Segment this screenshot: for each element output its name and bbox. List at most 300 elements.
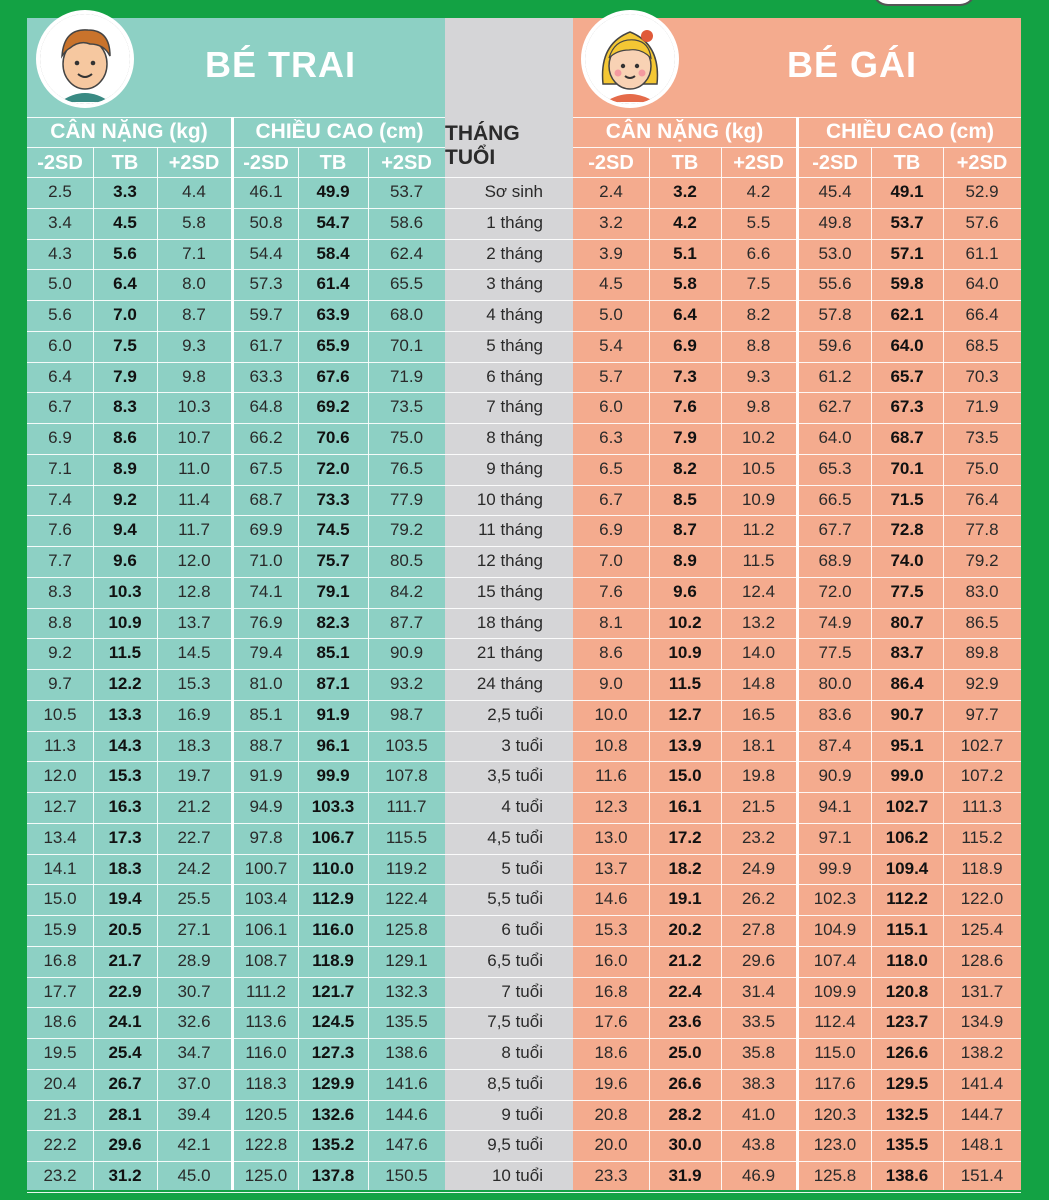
table-cell: 67.6	[316, 366, 350, 386]
table-cell: 18.3	[108, 858, 142, 878]
table-cell: 134.9	[960, 1012, 1004, 1032]
boy-height-header: CHIỀU CAO (cm)	[255, 120, 424, 143]
row-divider	[445, 454, 573, 455]
table-cell: 3.2	[673, 182, 697, 201]
age-label: 4 tuổi	[501, 797, 543, 816]
boy-subheader: TB	[319, 151, 347, 174]
table-cell: 8.8	[48, 612, 72, 632]
table-cell: 58.4	[316, 243, 350, 263]
table-cell: 129.5	[885, 1073, 929, 1093]
table-cell: 116.0	[312, 920, 354, 939]
age-label: 6 tuổi	[501, 920, 543, 939]
table-cell: 11.2	[742, 520, 775, 540]
table-cell: 85.1	[249, 704, 283, 724]
table-cell: 15.0	[668, 766, 702, 786]
table-cell: 26.2	[741, 889, 776, 909]
table-cell: 17.6	[594, 1012, 628, 1032]
row-divider	[445, 239, 573, 240]
row-divider	[27, 1007, 445, 1008]
row-divider	[445, 485, 573, 486]
table-cell: 28.1	[108, 1104, 142, 1124]
table-cell: 135.5	[885, 1135, 929, 1155]
table-cell: 59.7	[249, 305, 283, 324]
table-cell: 72.8	[890, 520, 924, 540]
table-cell: 102.3	[813, 889, 857, 909]
col-divider	[298, 147, 299, 1190]
row-divider	[445, 423, 573, 424]
age-label: 12 tháng	[476, 551, 543, 570]
row-divider	[445, 300, 573, 301]
table-cell: 30.7	[177, 981, 211, 1001]
row-divider	[27, 977, 445, 978]
table-cell: 87.4	[818, 735, 852, 755]
table-cell: 7.6	[673, 397, 697, 417]
age-label: 6 tháng	[486, 366, 543, 386]
table-cell: 68.0	[389, 305, 424, 324]
table-cell: 10.3	[177, 397, 211, 417]
table-cell: 64.0	[818, 428, 852, 447]
table-cell: 53.7	[890, 212, 924, 232]
table-cell: 13.2	[741, 612, 776, 632]
table-cell: 87.7	[389, 612, 424, 632]
col-divider	[871, 147, 872, 1190]
table-cell: 11.0	[178, 458, 210, 478]
table-cell: 16.8	[594, 981, 628, 1001]
table-cell: 20.4	[43, 1073, 77, 1093]
table-cell: 18.1	[741, 735, 776, 755]
table-cell: 126.6	[885, 1043, 929, 1062]
table-cell: 5.8	[673, 274, 697, 294]
table-cell: 135.5	[385, 1012, 428, 1032]
table-cell: 125.4	[960, 920, 1004, 939]
table-cell: 63.9	[316, 305, 350, 324]
table-cell: 100.7	[244, 858, 288, 878]
table-cell: 25.5	[177, 889, 211, 909]
table-cell: 8.6	[599, 643, 623, 663]
table-cell: 50.8	[249, 212, 283, 232]
table-cell: 112.4	[814, 1012, 856, 1032]
table-cell: 76.9	[249, 612, 283, 632]
table-cell: 10.8	[594, 735, 628, 755]
table-cell: 12.4	[741, 581, 776, 601]
table-cell: 54.7	[316, 212, 350, 232]
table-cell: 9.2	[113, 489, 137, 509]
table-cell: 16.5	[741, 704, 776, 724]
table-cell: 79.4	[249, 643, 283, 663]
table-cell: 11.5	[742, 551, 775, 570]
age-label: 7,5 tuổi	[487, 1012, 543, 1032]
table-cell: 150.5	[385, 1166, 428, 1185]
table-cell: 24.9	[741, 858, 776, 878]
table-cell: 19.1	[668, 889, 702, 909]
row-divider	[27, 792, 445, 793]
girl-weight-header: CÂN NẶNG (kg)	[605, 120, 764, 143]
table-cell: 10.9	[108, 612, 142, 632]
table-cell: 25.0	[668, 1043, 702, 1062]
row-divider	[573, 1192, 1021, 1193]
table-cell: 4.5	[599, 274, 623, 294]
table-cell: 9.2	[48, 643, 72, 663]
girl-subheader: TB	[671, 151, 699, 174]
row-divider	[445, 1007, 573, 1008]
table-cell: 2.4	[599, 182, 623, 201]
table-cell: 91.9	[316, 704, 350, 724]
table-cell: 5.8	[182, 212, 206, 232]
table-cell: 25.4	[108, 1043, 142, 1062]
table-cell: 4.5	[113, 212, 137, 232]
table-cell: 18.6	[43, 1012, 77, 1032]
boy-subheader: +2SD	[168, 151, 220, 174]
table-cell: 125.0	[244, 1166, 288, 1185]
table-cell: 19.6	[594, 1073, 628, 1093]
table-cell: 80.5	[389, 551, 424, 570]
table-cell: 107.8	[385, 766, 428, 786]
table-cell: 110.0	[312, 858, 354, 878]
table-cell: 112.9	[312, 889, 354, 909]
col-divider	[943, 147, 944, 1190]
table-cell: 12.0	[43, 766, 77, 786]
table-cell: 141.4	[960, 1073, 1004, 1093]
row-divider	[27, 1192, 445, 1193]
table-cell: 16.8	[43, 950, 77, 970]
row-divider	[27, 362, 445, 363]
table-cell: 14.1	[43, 858, 77, 878]
row-divider	[27, 577, 445, 578]
table-cell: 70.3	[965, 366, 999, 386]
table-cell: 7.1	[182, 243, 206, 263]
row-divider	[445, 515, 573, 516]
table-cell: 31.9	[668, 1166, 702, 1185]
table-cell: 8.5	[673, 489, 697, 509]
table-cell: 151.4	[960, 1166, 1004, 1185]
table-cell: 13.3	[108, 704, 142, 724]
table-cell: 6.0	[48, 335, 72, 355]
table-cell: 90.7	[890, 704, 924, 724]
table-cell: 52.9	[965, 182, 999, 201]
table-cell: 22.2	[43, 1135, 77, 1155]
table-cell: 99.0	[890, 766, 924, 786]
table-cell: 132.3	[385, 981, 428, 1001]
table-cell: 37.0	[177, 1073, 211, 1093]
boy-subheader: -2SD	[37, 151, 83, 174]
table-cell: 115.2	[961, 827, 1003, 847]
table-cell: 148.1	[960, 1135, 1004, 1155]
table-cell: 59.6	[818, 335, 852, 355]
table-cell: 11.6	[595, 766, 627, 786]
table-cell: 93.2	[389, 674, 424, 693]
table-cell: 9.3	[746, 366, 771, 386]
row-divider	[27, 884, 445, 885]
table-cell: 113.6	[245, 1012, 287, 1032]
table-cell: 7.9	[673, 428, 697, 447]
table-cell: 76.5	[389, 458, 424, 478]
row-divider	[445, 638, 573, 639]
age-label: 8 tuổi	[501, 1043, 543, 1062]
row-divider	[445, 269, 573, 270]
table-cell: 85.1	[316, 643, 350, 663]
table-cell: 61.1	[965, 243, 999, 263]
table-cell: 17.7	[43, 981, 77, 1001]
table-cell: 118.9	[312, 950, 354, 970]
col-divider	[157, 147, 158, 1190]
table-cell: 19.7	[177, 766, 211, 786]
table-cell: 39.4	[177, 1104, 211, 1124]
row-divider	[445, 577, 573, 578]
table-cell: 117.6	[814, 1073, 856, 1093]
table-cell: 120.3	[813, 1104, 857, 1124]
table-cell: 28.2	[668, 1104, 702, 1124]
table-cell: 12.7	[43, 797, 77, 816]
table-cell: 7.0	[113, 305, 137, 324]
table-cell: 22.4	[668, 981, 702, 1001]
table-cell: 120.5	[244, 1104, 288, 1124]
month-header: THÁNG TUỔI	[445, 122, 520, 169]
table-cell: 122.4	[385, 889, 428, 909]
age-label: 4,5 tuổi	[487, 827, 543, 847]
table-cell: 116.0	[245, 1043, 287, 1062]
table-cell: 97.7	[965, 704, 999, 724]
table-cell: 76.4	[965, 489, 999, 509]
row-divider	[27, 1161, 445, 1162]
table-cell: 7.7	[48, 551, 72, 570]
table-cell: 8.7	[182, 305, 206, 324]
row-divider	[27, 1130, 445, 1131]
age-label: 9,5 tuổi	[487, 1135, 543, 1155]
table-cell: 24.1	[108, 1012, 142, 1032]
table-cell: 8.9	[113, 458, 137, 478]
age-label: 10 tháng	[476, 489, 543, 509]
table-cell: 74.0	[890, 551, 924, 570]
table-cell: 111.3	[961, 797, 1003, 816]
age-label: 5 tháng	[486, 335, 543, 355]
row-divider	[27, 854, 445, 855]
row-divider	[27, 669, 445, 670]
table-cell: 8.6	[113, 428, 137, 447]
age-label: 3 tuổi	[501, 735, 543, 755]
table-cell: 28.9	[177, 950, 211, 970]
table-cell: 90.9	[818, 766, 852, 786]
table-cell: 55.6	[818, 274, 852, 294]
table-cell: 3.3	[113, 182, 137, 201]
table-cell: 67.7	[818, 520, 852, 540]
table-cell: 24.2	[177, 858, 211, 878]
table-cell: 9.3	[182, 335, 206, 355]
table-cell: 61.7	[249, 335, 283, 355]
table-cell: 31.4	[741, 981, 776, 1001]
table-cell: 11.7	[178, 520, 210, 540]
age-label: 2 tháng	[486, 243, 543, 263]
table-cell: 83.0	[965, 581, 999, 601]
table-cell: 72.0	[316, 458, 350, 478]
row-divider	[27, 423, 445, 424]
table-cell: 15.3	[177, 674, 211, 693]
table-cell: 66.5	[818, 489, 852, 509]
table-cell: 13.7	[177, 612, 211, 632]
row-divider	[27, 1069, 445, 1070]
row-divider	[27, 700, 445, 701]
row-divider	[27, 946, 445, 947]
table-cell: 59.8	[890, 274, 924, 294]
table-cell: 86.4	[890, 674, 924, 693]
table-cell: 80.0	[818, 674, 852, 693]
table-cell: 64.0	[965, 274, 999, 294]
age-label: 11 tháng	[478, 520, 543, 540]
table-cell: 89.8	[965, 643, 999, 663]
age-label: 9 tháng	[486, 458, 543, 478]
table-cell: 6.9	[599, 520, 623, 540]
table-cell: 20.5	[108, 920, 142, 939]
row-divider	[445, 1192, 573, 1193]
col-divider	[93, 147, 94, 1190]
table-cell: 132.5	[885, 1104, 929, 1124]
table-cell: 10.2	[668, 612, 702, 632]
row-divider	[27, 331, 445, 332]
table-cell: 74.5	[316, 520, 350, 540]
table-cell: 12.0	[177, 551, 211, 570]
table-cell: 81.0	[249, 674, 283, 693]
table-cell: 35.8	[741, 1043, 776, 1062]
table-cell: 66.2	[249, 428, 283, 447]
table-cell: 5.7	[599, 366, 623, 386]
table-cell: 68.9	[818, 551, 852, 570]
row-divider	[445, 1130, 573, 1131]
table-cell: 65.5	[389, 274, 424, 294]
table-cell: 108.7	[244, 950, 288, 970]
table-cell: 115.1	[886, 920, 928, 939]
table-cell: 32.6	[177, 1012, 211, 1032]
table-cell: 144.6	[385, 1104, 428, 1124]
table-cell: 6.7	[48, 397, 72, 417]
table-cell: 11.4	[178, 489, 210, 509]
table-cell: 73.5	[965, 428, 999, 447]
row-divider	[445, 946, 573, 947]
table-cell: 9.7	[48, 674, 72, 693]
table-cell: 45.0	[177, 1166, 211, 1185]
row-divider	[445, 823, 573, 824]
table-cell: 12.2	[108, 674, 142, 693]
age-label: Sơ sinh	[484, 182, 543, 201]
row-divider	[27, 731, 445, 732]
table-cell: 79.1	[316, 581, 350, 601]
table-cell: 42.1	[177, 1135, 211, 1155]
table-cell: 6.7	[599, 489, 623, 509]
table-cell: 9.6	[673, 581, 697, 601]
table-cell: 70.6	[316, 428, 350, 447]
table-cell: 63.3	[249, 366, 283, 386]
table-cell: 11.5	[108, 643, 142, 663]
boy-avatar-icon	[36, 10, 134, 108]
table-cell: 4.3	[48, 243, 72, 263]
table-cell: 138.6	[885, 1166, 929, 1185]
table-cell: 6.4	[113, 274, 137, 294]
table-cell: 65.7	[890, 366, 924, 386]
table-cell: 10.0	[594, 704, 628, 724]
table-cell: 80.7	[890, 612, 924, 632]
table-cell: 104.9	[813, 920, 857, 939]
table-cell: 106.2	[885, 827, 929, 847]
table-cell: 58.6	[389, 212, 424, 232]
row-divider	[27, 515, 445, 516]
section-divider	[796, 117, 799, 1190]
table-cell: 31.2	[108, 1166, 142, 1185]
age-label: 15 tháng	[476, 581, 543, 601]
table-cell: 72.0	[818, 581, 852, 601]
table-cell: 111.7	[386, 797, 427, 816]
table-cell: 57.1	[890, 243, 924, 263]
table-cell: 118.9	[961, 858, 1003, 878]
table-cell: 23.2	[43, 1166, 77, 1185]
table-cell: 20.2	[668, 920, 702, 939]
corner-decoration	[872, 0, 976, 6]
table-cell: 41.0	[741, 1104, 776, 1124]
table-cell: 71.9	[389, 366, 424, 386]
table-cell: 102.7	[885, 797, 929, 816]
table-cell: 5.4	[599, 335, 623, 355]
table-cell: 10.2	[741, 428, 776, 447]
table-cell: 138.2	[960, 1043, 1004, 1062]
table-cell: 33.5	[741, 1012, 776, 1032]
table-cell: 74.1	[249, 581, 283, 601]
table-cell: 62.1	[890, 305, 924, 324]
age-label: 3 tháng	[486, 274, 543, 294]
table-cell: 115.0	[814, 1043, 856, 1062]
table-cell: 54.4	[249, 243, 283, 263]
table-cell: 8.1	[599, 612, 623, 632]
table-cell: 4.2	[746, 182, 771, 201]
table-cell: 79.2	[389, 520, 424, 540]
age-label: 7 tuổi	[501, 981, 543, 1001]
table-cell: 22.9	[108, 981, 142, 1001]
age-label: 2,5 tuổi	[487, 704, 543, 724]
row-divider	[27, 392, 445, 393]
table-cell: 38.3	[741, 1073, 776, 1093]
table-cell: 103.3	[311, 797, 355, 816]
row-divider	[445, 700, 573, 701]
age-label: 18 tháng	[476, 612, 543, 632]
boy-weight-header: CÂN NẶNG (kg)	[50, 120, 208, 143]
table-cell: 124.5	[311, 1012, 355, 1032]
boy-title: BÉ TRAI	[205, 44, 356, 85]
table-cell: 20.0	[594, 1135, 628, 1155]
table-cell: 6.5	[599, 458, 623, 478]
table-cell: 106.7	[311, 827, 355, 847]
boy-subheader: +2SD	[381, 151, 432, 174]
table-cell: 5.0	[48, 274, 72, 294]
table-cell: 29.6	[108, 1135, 142, 1155]
table-cell: 15.3	[108, 766, 142, 786]
table-cell: 135.2	[311, 1135, 355, 1155]
age-label: 24 tháng	[476, 674, 543, 693]
table-cell: 68.5	[965, 335, 999, 355]
table-cell: 9.8	[182, 366, 206, 386]
row-divider	[27, 147, 445, 148]
row-divider	[445, 392, 573, 393]
table-cell: 7.6	[599, 581, 623, 601]
row-divider	[27, 239, 445, 240]
table-cell: 6.9	[673, 335, 697, 355]
table-cell: 111.2	[245, 981, 287, 1001]
section-divider	[231, 117, 234, 1190]
table-cell: 107.4	[813, 950, 857, 970]
row-divider	[445, 761, 573, 762]
table-cell: 12.8	[177, 581, 211, 601]
table-cell: 7.6	[48, 520, 72, 540]
table-cell: 109.9	[813, 981, 857, 1001]
row-divider	[445, 1161, 573, 1162]
table-cell: 88.7	[249, 735, 283, 755]
table-cell: 16.3	[108, 797, 142, 816]
row-divider	[445, 915, 573, 916]
